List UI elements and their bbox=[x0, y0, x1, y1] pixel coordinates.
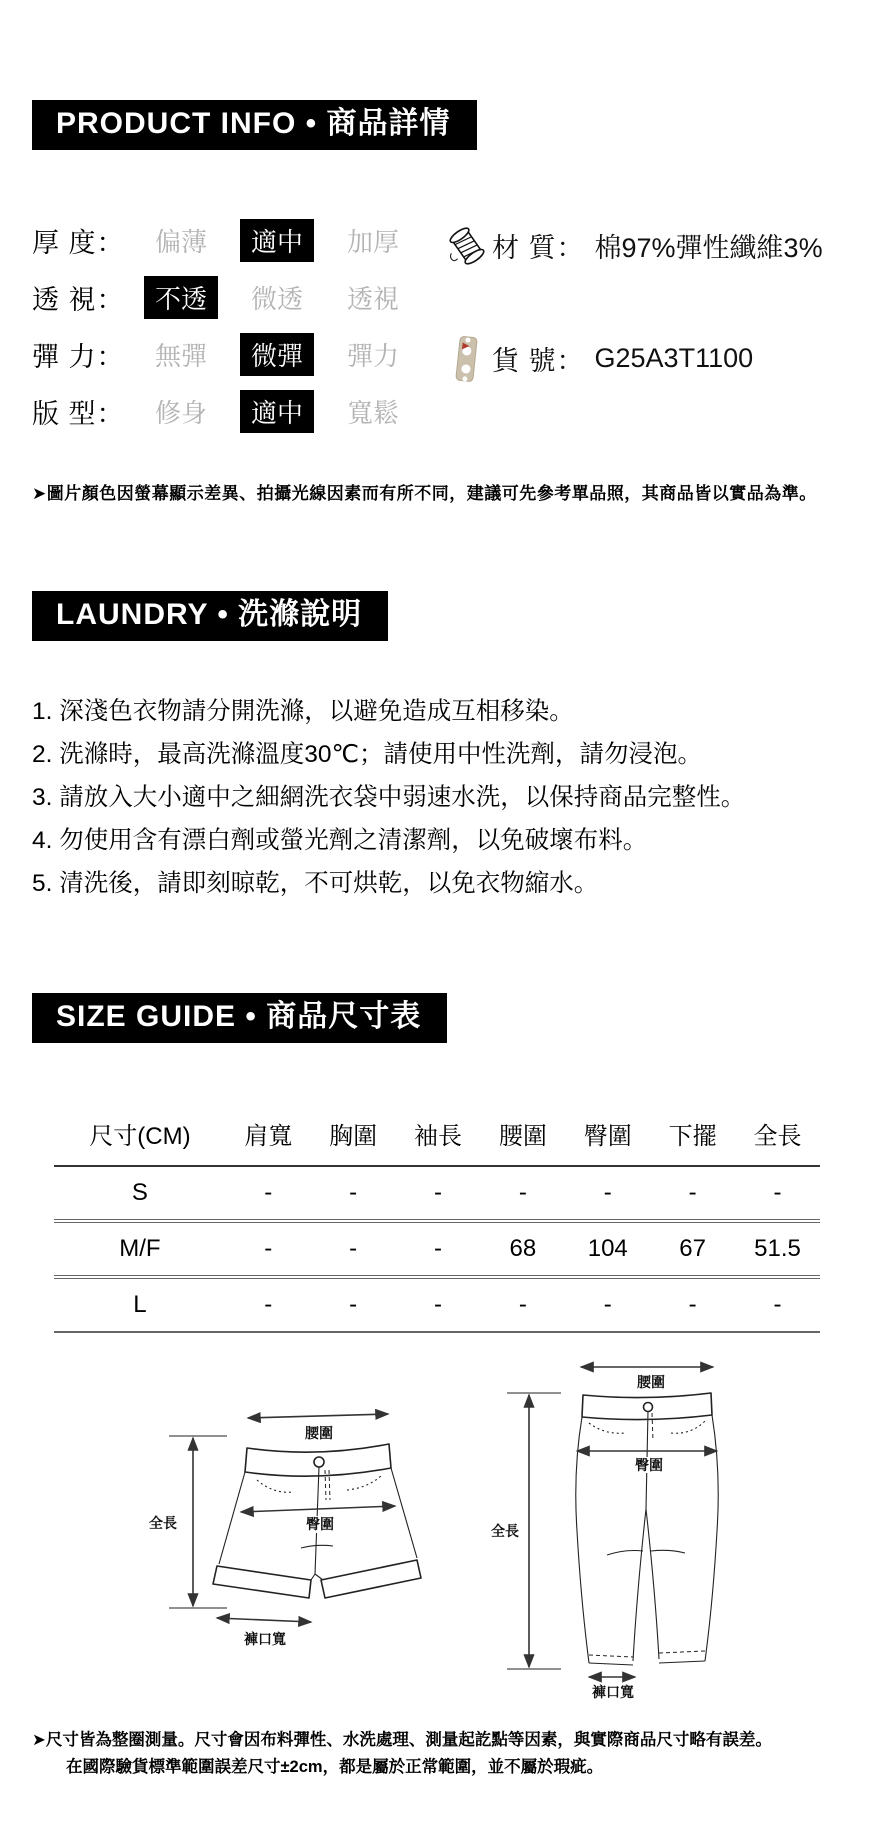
attr-row-thickness bbox=[32, 221, 432, 261]
shorts-leg-opening-label: 褲口寬 bbox=[243, 1631, 286, 1648]
cell: - bbox=[264, 1179, 273, 1207]
cell: - bbox=[434, 1291, 443, 1319]
attr-option: 加厚 bbox=[347, 227, 400, 258]
laundry-item-2: 2. 洗滌時，最高洗滌溫度30℃；請使用中性洗劑，請勿浸泡。 bbox=[32, 740, 703, 768]
cell: 104 bbox=[587, 1235, 628, 1263]
thread-spool-icon bbox=[442, 223, 492, 269]
col-header-hem: 下擺 bbox=[668, 1123, 717, 1151]
pants-length-label: 全長 bbox=[490, 1523, 519, 1540]
laundry-item-5: 5. 清洗後，請即刻晾乾，不可烘乾，以免衣物縮水。 bbox=[32, 869, 599, 897]
sku-label: 貨 號： bbox=[492, 346, 585, 377]
attr-option: 修身 bbox=[155, 398, 208, 429]
cell: - bbox=[773, 1291, 782, 1319]
cell: M/F bbox=[119, 1235, 161, 1263]
attr-label: 彈 力： bbox=[32, 342, 125, 373]
cell: - bbox=[603, 1291, 612, 1319]
measurement-diagrams bbox=[32, 1351, 847, 1701]
cell: - bbox=[688, 1291, 697, 1319]
shorts-measurement-diagram bbox=[135, 1396, 435, 1656]
attr-label: 版 型： bbox=[32, 399, 125, 430]
size-guide-title: SIZE GUIDE • 商品尺寸表 bbox=[32, 993, 447, 1043]
size-table bbox=[54, 1110, 820, 1333]
col-header-waist: 腰圍 bbox=[498, 1123, 547, 1151]
material-value: 棉97%彈性纖維3% bbox=[594, 233, 823, 264]
col-header-size: 尺寸(CM) bbox=[89, 1123, 191, 1151]
attr-row-elasticity bbox=[32, 335, 432, 375]
laundry-title: LAUNDRY • 洗滌說明 bbox=[32, 591, 388, 641]
attr-option: 透視 bbox=[347, 284, 400, 315]
attr-option-selected: 適中 bbox=[240, 390, 314, 433]
pants-hip-label: 臀圍 bbox=[634, 1457, 663, 1474]
laundry-item-1: 1. 深淺色衣物請分開洗滌，以避免造成互相移染。 bbox=[32, 697, 574, 725]
cell: - bbox=[264, 1291, 273, 1319]
material-row bbox=[442, 223, 847, 269]
product-info-title: PRODUCT INFO • 商品詳情 bbox=[32, 100, 477, 150]
table-row-mf bbox=[54, 1221, 820, 1277]
product-info-section bbox=[32, 75, 847, 504]
pants-leg-opening-label: 褲口寬 bbox=[591, 1684, 634, 1701]
laundry-instructions bbox=[32, 690, 847, 905]
pants-measurement-diagram bbox=[485, 1351, 745, 1701]
col-header-hip: 臀圍 bbox=[583, 1123, 632, 1151]
cell: - bbox=[434, 1179, 443, 1207]
cell: - bbox=[349, 1235, 358, 1263]
product-info-body bbox=[32, 221, 847, 449]
pants-waist-label: 腰圍 bbox=[636, 1374, 665, 1391]
table-row-s bbox=[54, 1166, 820, 1221]
attr-option: 彈力 bbox=[347, 341, 400, 372]
size-note-line-2: 在國際驗貨標準範圍誤差尺寸±2cm，都是屬於正常範圍，並不屬於瑕疵。 bbox=[66, 1758, 604, 1777]
cell: - bbox=[603, 1179, 612, 1207]
attr-row-transparency bbox=[32, 278, 432, 318]
cell: L bbox=[133, 1291, 147, 1319]
attr-label: 厚 度： bbox=[32, 228, 125, 259]
attr-option: 偏薄 bbox=[155, 227, 208, 258]
attr-option: 無彈 bbox=[155, 341, 208, 372]
shorts-length-label: 全長 bbox=[148, 1515, 177, 1532]
laundry-section bbox=[32, 566, 847, 905]
cell: - bbox=[773, 1179, 782, 1207]
attr-option-selected: 不透 bbox=[144, 276, 218, 319]
cell: - bbox=[518, 1179, 527, 1207]
attr-option: 微透 bbox=[251, 284, 304, 315]
col-header-sleeve: 袖長 bbox=[414, 1123, 463, 1151]
cell: - bbox=[688, 1179, 697, 1207]
size-guide-section bbox=[32, 969, 847, 1782]
clothing-tag-icon bbox=[442, 333, 492, 385]
attribute-list bbox=[32, 221, 432, 449]
attr-label: 透 視： bbox=[32, 285, 125, 316]
cell: 51.5 bbox=[754, 1235, 801, 1263]
cell: - bbox=[349, 1291, 358, 1319]
cell: - bbox=[349, 1179, 358, 1207]
sku-row bbox=[442, 333, 847, 385]
detail-list bbox=[432, 221, 847, 449]
laundry-item-3: 3. 請放入大小適中之細網洗衣袋中弱速水洗，以保持商品完整性。 bbox=[32, 783, 746, 811]
shorts-waist-label: 腰圍 bbox=[304, 1425, 333, 1442]
attr-row-fit bbox=[32, 392, 432, 432]
laundry-item-4: 4. 勿使用含有漂白劑或螢光劑之清潔劑，以免破壞布料。 bbox=[32, 826, 648, 854]
color-disclaimer-note: ➤圖片顏色因螢幕顯示差異、拍攝光線因素而有所不同，建議可先參考單品照，其商品皆以實品為準。 bbox=[32, 483, 817, 503]
cell: - bbox=[518, 1291, 527, 1319]
size-table-header-row bbox=[54, 1110, 820, 1166]
cell: 68 bbox=[509, 1235, 537, 1263]
cell: - bbox=[434, 1235, 443, 1263]
size-disclaimer-notes bbox=[32, 1727, 847, 1781]
col-header-length: 全長 bbox=[753, 1123, 802, 1151]
cell: 67 bbox=[679, 1235, 706, 1263]
shorts-hip-label: 臀圍 bbox=[305, 1516, 334, 1533]
attr-option: 寬鬆 bbox=[347, 398, 400, 429]
sku-value: G25A3T1100 bbox=[594, 343, 754, 374]
table-row-l bbox=[54, 1277, 820, 1332]
cell: S bbox=[131, 1179, 148, 1207]
material-label: 材 質： bbox=[492, 233, 585, 264]
cell: - bbox=[264, 1235, 273, 1263]
attr-option-selected: 適中 bbox=[240, 219, 314, 262]
size-note-line-1: ➤尺寸皆為整圈測量。尺寸會因布料彈性、水洗處理、測量起訖點等因素，與實際商品尺寸略有誤差。 bbox=[32, 1731, 772, 1750]
col-header-shoulder: 肩寬 bbox=[244, 1123, 293, 1151]
col-header-chest: 胸圍 bbox=[329, 1123, 378, 1151]
attr-option-selected: 微彈 bbox=[240, 333, 314, 376]
